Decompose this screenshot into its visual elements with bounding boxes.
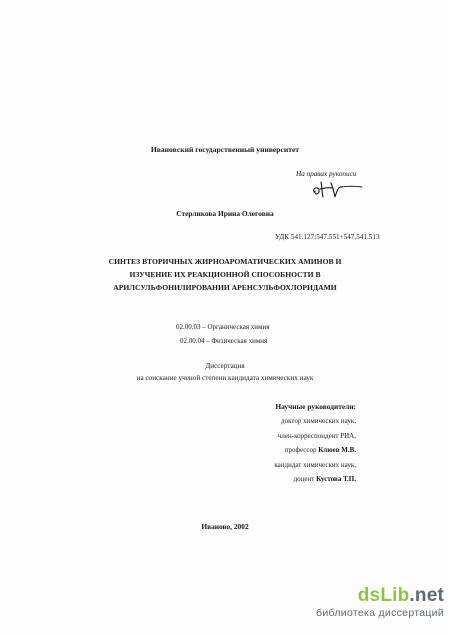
- supervisor-2-rank: доцент: [293, 475, 317, 484]
- dslib-watermark: [316, 586, 444, 619]
- manuscript-note: На правах рукописи: [296, 170, 357, 178]
- city-and-year: Иваново, 2002: [201, 522, 249, 531]
- author-name: Стерликова Ирина Олеговна: [176, 209, 274, 218]
- supervisor-2-position: [274, 472, 356, 486]
- handwritten-signature: [308, 178, 364, 200]
- logo-lib: Lib: [380, 585, 410, 606]
- dissertation-title: [0, 255, 450, 294]
- logo-ds: ds: [357, 585, 381, 606]
- logo-net: .net: [409, 585, 444, 606]
- specialty-organic-chemistry: 02.00.03 – Органическая химия: [176, 323, 270, 331]
- dslib-logo: [316, 586, 444, 606]
- title-line: АРИЛСУЛЬФОНИЛИРОВАНИИ АРЕНСУЛЬФОХЛОРИДАМИ: [113, 283, 337, 292]
- dissertation-label: Диссертация: [205, 362, 245, 370]
- supervisor-1-title: член-корреспондент РИА,: [277, 431, 356, 440]
- university-name: Ивановский государственный университет: [150, 145, 300, 154]
- supervisors-heading: Научные руководители:: [275, 402, 356, 411]
- title-line: ИЗУЧЕНИЕ ИХ РЕАКЦИОННОЙ СПОСОБНОСТИ В: [129, 270, 321, 279]
- supervisor-1-rank: профессор: [284, 446, 319, 455]
- supervisor-1-name: Клюев М.В.: [318, 446, 356, 455]
- title-line: СИНТЕЗ ВТОРИЧНЫХ ЖИРНОАРОМАТИЧЕСКИХ АМИНОВ И: [108, 257, 342, 266]
- supervisor-2-name: Кустова Т.П.: [316, 475, 356, 484]
- supervisor-1-position: [274, 443, 356, 457]
- watermark-subtitle: библиотека диссертаций: [316, 607, 444, 619]
- udk-code: УДК 541.127:547.551+547.541.513: [275, 233, 380, 241]
- supervisor-1-degree: доктор химических наук,: [281, 417, 356, 426]
- specialty-physical-chemistry: 02.00.04 – Физическая химия: [180, 337, 268, 345]
- supervisor-2-degree: кандидат химических наук,: [274, 460, 356, 469]
- dissertation-degree: на соискание ученой степени кандидата химических наук: [136, 374, 314, 382]
- supervisors-block: [274, 400, 356, 486]
